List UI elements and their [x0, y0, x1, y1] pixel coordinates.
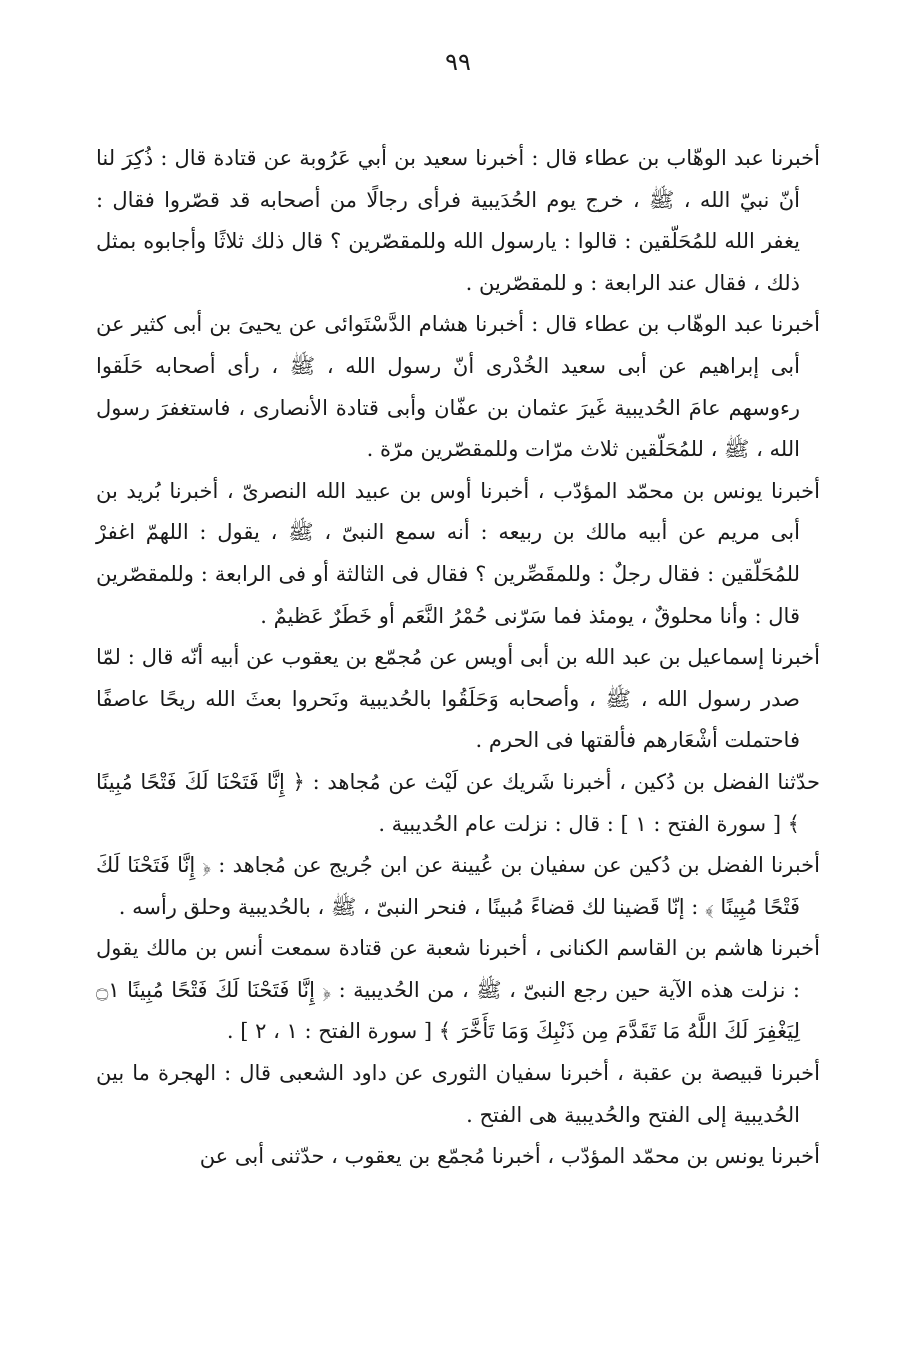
paragraph-3: أخبرنا يونس بن محمّد المؤدّب ، أخبرنا أوس بن عبيد الله النصرىّ ، أخبرنا بُريد بن أبى مريم عن أبيه مالك بن ربيعه : أنه سمع النبىّ ، ﷺ ، يقول : اللهمّ اغفرْ للمُحَلّقين : فقال رجلٌ : وللمقَصِّرين ؟ فقال فى الثالثة أو فى الرابعة : وللمقصّرين قال : وأنا محلوقٌ ، يومئذ فما سَرّنى حُمْرُ النَّعَم أو خَطَرٌ عَظيمٌ .: [96, 478, 820, 628]
page-number: ٩٩: [445, 48, 471, 76]
paragraph-9: أخبرنا يونس بن محمّد المؤدّب ، أخبرنا مُجمّع بن يعقوب ، حدّثنى أبى عن: [199, 1144, 820, 1169]
paragraph-7: أخبرنا هاشم بن القاسم الكنانى ، أخبرنا شعبة عن قتادة سمعت أنس بن مالك يقول : نزلت هذه الآية حين رجع النبىّ ، ﷺ ، من الحُديبية : ﴿ إِنَّا فَتَحْنَا لَكَ فَتْحًا مُبِينًا ۝١ لِيَغْفِرَ لَكَ اللَّهُ مَا تَقَدَّمَ مِن ذَنْبِكَ وَمَا تَأَخَّرَ ﴾ [ سورة الفتح : ١ ، ٢ ] .: [96, 936, 820, 1044]
paragraph-6: أخبرنا الفضل بن دُكين عن سفيان بن عُيينة عن ابن جُريج عن مُجاهد : ﴿ إِنَّا فَتَحْنَا لَكَ فَتْحًا مُبِينًا ﴾ : إنّا قَضينا لك قضاءً مُبينًا ، فنحر النبىّ ، ﷺ ، بالحُديبية وحلق رأسه .: [96, 853, 820, 919]
paragraph-4: أخبرنا إسماعيل بن عبد الله بن أبى أويس عن مُجمّع بن يعقوب عن أبيه أنّه قال : لمّا صدر رسول الله ، ﷺ ، وأصحابه وَحَلَقُوا بالحُديبية ونَحروا بعثَ الله ريحًا عاصفًا فاحتملت أشْعَارهم فألقتها فى الحرم .: [96, 645, 820, 753]
paragraph-1: أخبرنا عبد الوهّاب بن عطاء قال : أخبرنا سعيد بن أبي عَرُوبة عن قتادة قال : ذُكِرَ لنا أنّ نبيّ الله ، ﷺ ، خرج يوم الحُدَيبية فرأى رجالًا من أصحابه قد قصّروا فقال : يغفر الله للمُحَلّقين : قالوا : يارسول الله وللمقصّرين ؟ قال ذلك ثلاثًا وأجابوه بمثل ذلك ، فقال عند الرابعة : و للمقصّرين .: [96, 146, 820, 295]
paragraph-2: أخبرنا عبد الوهّاب بن عطاء قال : أخبرنا هشام الدَّسْتَوائى عن يحيىَ بن أبى كثير عن أبى إبراهيم عن أبى سعيد الخُدْرى أنّ رسول الله ، ﷺ ، رأى أصحابه حَلَقوا رءوسهم عامَ الحُديبية غَيرَ عثمان بن عفّان وأبى قتادة الأنصارى ، فاستغفرَ رسول الله ، ﷺ ، للمُحَلّقين ثلاث مرّات وللمقصّرين مرّة .: [96, 312, 820, 462]
paragraph-8: أخبرنا قبيصة بن عقبة ، أخبرنا سفيان الثورى عن داود الشعبى قال : الهجرة ما بين الحُديبية إلى الفتح والحُديبية هى الفتح .: [96, 1061, 820, 1127]
text-body: [96, 138, 820, 1178]
paragraph-5: حدّثنا الفضل بن دُكين ، أخبرنا شَريك عن لَيْث عن مُجاهد : ﴿ إِنَّا فَتَحْنَا لَكَ فَتْحًا مُبِينًا ﴾ [ سورة الفتح : ١ ] : قال : نزلت عام الحُديبية .: [96, 769, 820, 836]
